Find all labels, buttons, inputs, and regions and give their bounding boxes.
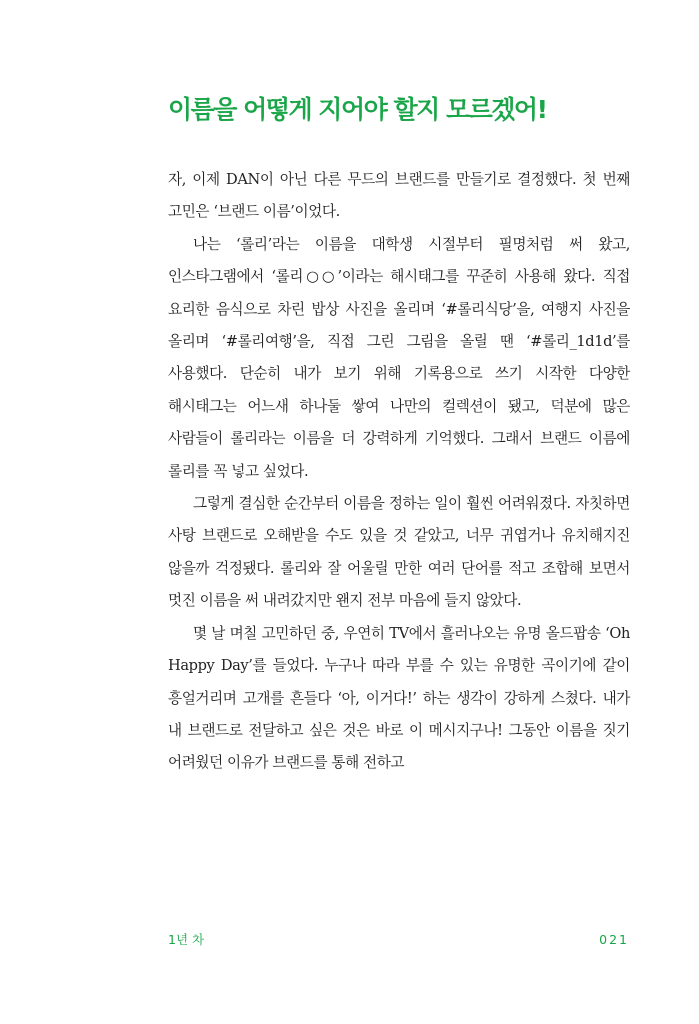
paragraph-1: 자, 이제 DAN이 아닌 다른 무드의 브랜드를 만들기로 결정했다. 첫 번째 고민은 ‘브랜드 이름’이었다. bbox=[168, 171, 630, 221]
footer-section-label: 1년 차 bbox=[168, 932, 205, 947]
body-text bbox=[168, 164, 630, 780]
paragraph-2: 나는 ‘롤리’라는 이름을 대학생 시절부터 필명처럼 써 왔고, 인스타그램에서 ‘롤리○○’이라는 해시태그를 꾸준히 사용해 왔다. 직접 요리한 음식으로 차린 밥상 사진을 올리며 ‘#롤리식당’을, 여행지 사진을 올리며 ‘#롤리여행’을, 직접 그린 그림을 올릴 땐 ‘#롤리_1d1d’를 사용했다. 단순히 내가 보기 위해 기록용으로 쓰기 시작한 다양한 해시태그는 어느새 하나둘 쌓여 나만의 컬렉션이 됐고, 덕분에 많은 사람들이 롤리라는 이름을 더 강력하게 기억했다. 그래서 브랜드 이름에 롤리를 꼭 넣고 싶었다. bbox=[168, 235, 630, 480]
paragraph-3: 그렇게 결심한 순간부터 이름을 정하는 일이 훨씬 어려워졌다. 자칫하면 사탕 브랜드로 오해받을 수도 있을 것 같았고, 너무 귀엽거나 유치해지진 않을까 걱정됐다. 롤리와 잘 어울릴 만한 여러 단어를 적고 조합해 보면서 멋진 이름을 써 내려갔지만 왠지 전부 마음에 들지 않았다. bbox=[168, 495, 630, 610]
chapter-title: 이름을 어떻게 지어야 할지 모르겠어! bbox=[168, 95, 547, 124]
paragraph-4: 몇 날 며칠 고민하던 중, 우연히 TV에서 흘러나오는 유명 올드팝송 ‘Oh Happy Day’를 들었다. 누구나 따라 부를 수 있는 유명한 곡이기에 같이 흥얼거리며 고개를 흔들다 ‘아, 이거다!’ 하는 생각이 강하게 스쳤다. 내가 내 브랜드로 전달하고 싶은 것은 바로 이 메시지구나! 그동안 이름을 짓기 어려웠던 이유가 브랜드를 통해 전하고 bbox=[168, 624, 630, 772]
footer-page-number: 021 bbox=[599, 932, 629, 947]
